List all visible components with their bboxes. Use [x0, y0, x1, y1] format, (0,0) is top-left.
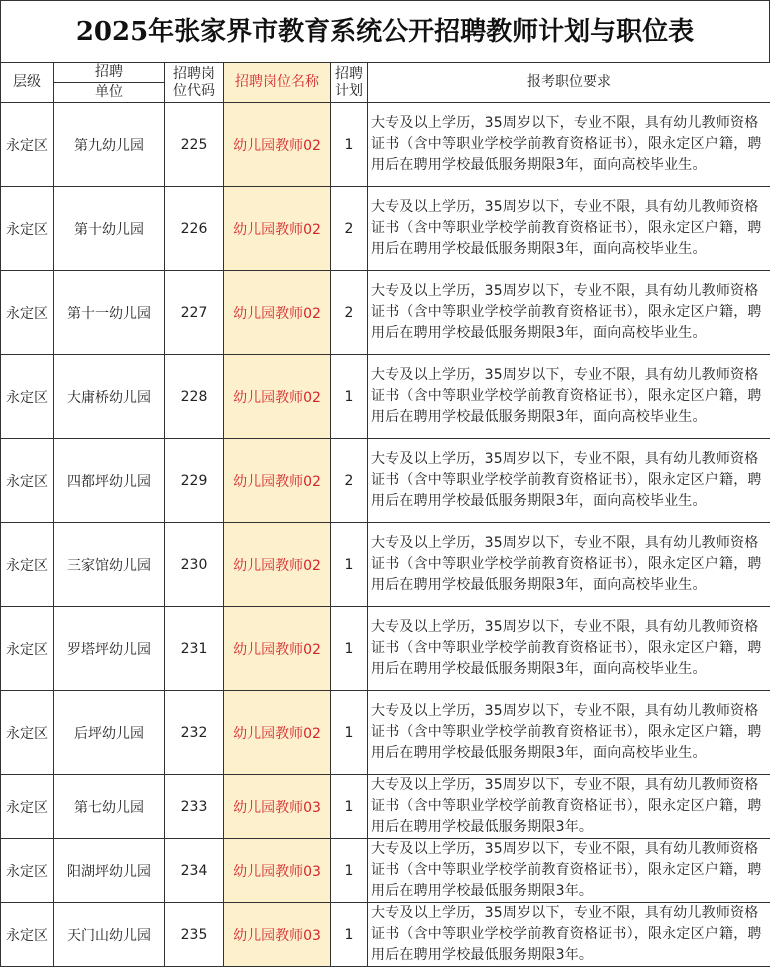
cell-code: 227 [165, 271, 224, 355]
cell-requirements: 大专及以上学历，35周岁以下，专业不限，具有幼儿教师资格证书（含中等职业学校学前教育资格证书），限永定区户籍，聘用后在聘用学校最低服务期限3年，面向高校毕业生。 [368, 691, 770, 775]
cell-level: 永定区 [1, 691, 54, 775]
cell-code: 225 [165, 103, 224, 187]
cell-position: 幼儿园教师02 [224, 355, 331, 439]
table-row [1, 839, 770, 903]
cell-level: 永定区 [1, 607, 54, 691]
cell-requirements: 大专及以上学历，35周岁以下，专业不限，具有幼儿教师资格证书（含中等职业学校学前教育资格证书），限永定区户籍，聘用后在聘用学校最低服务期限3年。 [368, 903, 770, 967]
cell-code: 233 [165, 775, 224, 839]
cell-level: 永定区 [1, 355, 54, 439]
cell-unit: 第九幼儿园 [54, 103, 165, 187]
cell-requirements: 大专及以上学历，35周岁以下，专业不限，具有幼儿教师资格证书（含中等职业学校学前教育资格证书），限永定区户籍，聘用后在聘用学校最低服务期限3年，面向高校毕业生。 [368, 187, 770, 271]
cell-plan: 1 [331, 523, 368, 607]
cell-code: 234 [165, 839, 224, 903]
cell-requirements: 大专及以上学历，35周岁以下，专业不限，具有幼儿教师资格证书（含中等职业学校学前教育资格证书），限永定区户籍，聘用后在聘用学校最低服务期限3年，面向高校毕业生。 [368, 607, 770, 691]
cell-requirements: 大专及以上学历，35周岁以下，专业不限，具有幼儿教师资格证书（含中等职业学校学前教育资格证书），限永定区户籍，聘用后在聘用学校最低服务期限3年，面向高校毕业生。 [368, 523, 770, 607]
cell-code: 229 [165, 439, 224, 523]
header-plan [331, 63, 368, 103]
cell-position: 幼儿园教师02 [224, 103, 331, 187]
cell-position: 幼儿园教师02 [224, 271, 331, 355]
cell-plan: 1 [331, 355, 368, 439]
table-row [1, 775, 770, 839]
cell-level: 永定区 [1, 439, 54, 523]
page-title: 2025年张家界市教育系统公开招聘教师计划与职位表 [0, 0, 770, 62]
header-plan-bottom: 计划 [335, 83, 363, 99]
table-row [1, 187, 770, 271]
header-unit-top: 招聘 [54, 63, 165, 83]
header-unit-bottom: 单位 [54, 83, 165, 103]
cell-unit: 天门山幼儿园 [54, 903, 165, 967]
cell-level: 永定区 [1, 103, 54, 187]
cell-plan: 2 [331, 187, 368, 271]
cell-position: 幼儿园教师03 [224, 839, 331, 903]
cell-plan: 2 [331, 439, 368, 523]
cell-unit: 三家馆幼儿园 [54, 523, 165, 607]
recruitment-table [0, 62, 770, 967]
cell-code: 232 [165, 691, 224, 775]
table-body [1, 103, 770, 967]
cell-unit: 阳湖坪幼儿园 [54, 839, 165, 903]
cell-code: 226 [165, 187, 224, 271]
table-row [1, 903, 770, 967]
cell-plan: 2 [331, 271, 368, 355]
cell-position: 幼儿园教师03 [224, 903, 331, 967]
cell-unit: 罗塔坪幼儿园 [54, 607, 165, 691]
cell-level: 永定区 [1, 775, 54, 839]
cell-position: 幼儿园教师03 [224, 775, 331, 839]
cell-plan: 1 [331, 103, 368, 187]
cell-unit: 第十一幼儿园 [54, 271, 165, 355]
cell-requirements: 大专及以上学历，35周岁以下，专业不限，具有幼儿教师资格证书（含中等职业学校学前教育资格证书），限永定区户籍，聘用后在聘用学校最低服务期限3年，面向高校毕业生。 [368, 439, 770, 523]
cell-requirements: 大专及以上学历，35周岁以下，专业不限，具有幼儿教师资格证书（含中等职业学校学前教育资格证书），限永定区户籍，聘用后在聘用学校最低服务期限3年，面向高校毕业生。 [368, 271, 770, 355]
header-requirements: 报考职位要求 [368, 63, 770, 103]
cell-code: 235 [165, 903, 224, 967]
cell-position: 幼儿园教师02 [224, 607, 331, 691]
cell-level: 永定区 [1, 523, 54, 607]
cell-level: 永定区 [1, 187, 54, 271]
table-row [1, 607, 770, 691]
table-row [1, 439, 770, 523]
header-code-bottom: 位代码 [173, 83, 215, 99]
cell-code: 228 [165, 355, 224, 439]
cell-position: 幼儿园教师02 [224, 691, 331, 775]
header-position: 招聘岗位名称 [224, 63, 331, 103]
table-row [1, 691, 770, 775]
cell-requirements: 大专及以上学历，35周岁以下，专业不限，具有幼儿教师资格证书（含中等职业学校学前教育资格证书），限永定区户籍，聘用后在聘用学校最低服务期限3年。 [368, 839, 770, 903]
cell-unit: 大庸桥幼儿园 [54, 355, 165, 439]
header-plan-top: 招聘 [335, 66, 363, 82]
cell-position: 幼儿园教师02 [224, 439, 331, 523]
table-row [1, 103, 770, 187]
header-code [165, 63, 224, 103]
cell-plan: 1 [331, 839, 368, 903]
cell-code: 230 [165, 523, 224, 607]
cell-unit: 四都坪幼儿园 [54, 439, 165, 523]
table-row [1, 271, 770, 355]
cell-position: 幼儿园教师02 [224, 187, 331, 271]
cell-plan: 1 [331, 691, 368, 775]
cell-unit: 后坪幼儿园 [54, 691, 165, 775]
header-level: 层级 [1, 63, 54, 103]
cell-level: 永定区 [1, 271, 54, 355]
cell-unit: 第七幼儿园 [54, 775, 165, 839]
cell-plan: 1 [331, 607, 368, 691]
cell-position: 幼儿园教师02 [224, 523, 331, 607]
cell-code: 231 [165, 607, 224, 691]
table-row [1, 355, 770, 439]
cell-plan: 1 [331, 903, 368, 967]
cell-unit: 第十幼儿园 [54, 187, 165, 271]
cell-plan: 1 [331, 775, 368, 839]
cell-level: 永定区 [1, 903, 54, 967]
cell-requirements: 大专及以上学历，35周岁以下，专业不限，具有幼儿教师资格证书（含中等职业学校学前教育资格证书），限永定区户籍，聘用后在聘用学校最低服务期限3年，面向高校毕业生。 [368, 103, 770, 187]
cell-requirements: 大专及以上学历，35周岁以下，专业不限，具有幼儿教师资格证书（含中等职业学校学前教育资格证书），限永定区户籍，聘用后在聘用学校最低服务期限3年。 [368, 775, 770, 839]
cell-level: 永定区 [1, 839, 54, 903]
cell-requirements: 大专及以上学历，35周岁以下，专业不限，具有幼儿教师资格证书（含中等职业学校学前教育资格证书），限永定区户籍，聘用后在聘用学校最低服务期限3年，面向高校毕业生。 [368, 355, 770, 439]
header-code-top: 招聘岗 [173, 66, 215, 82]
table-row [1, 523, 770, 607]
